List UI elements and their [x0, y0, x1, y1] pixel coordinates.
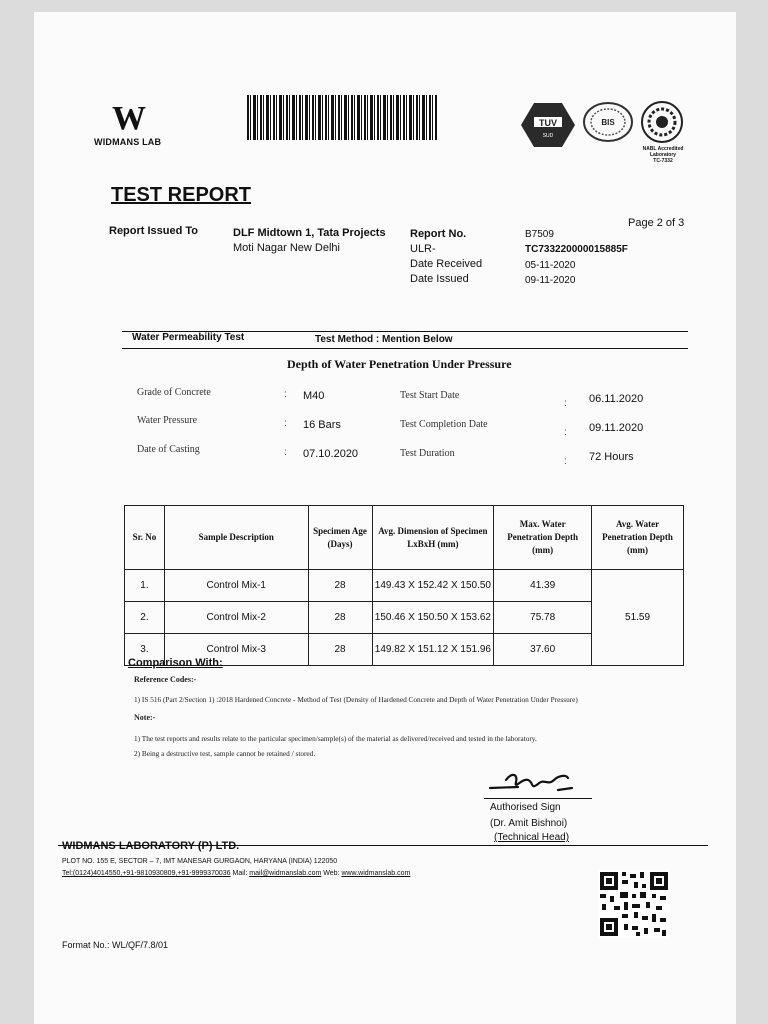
format-number: Format No.: WL/QF/7.8/01 [62, 940, 169, 950]
col-header-age: Specimen Age (Days) [308, 506, 372, 570]
duration-value: 72 Hours [589, 451, 634, 463]
signature-rule [484, 798, 592, 799]
cell-sr: 1. [125, 570, 165, 602]
col-header-max-depth: Max. Water Penetration Depth (mm) [494, 506, 592, 570]
test-name: Water Permeability Test [132, 332, 245, 343]
duration-colon: : [564, 456, 567, 467]
cell-description: Control Mix-1 [164, 570, 308, 602]
footer-company: WIDMANS LABORATORY (P) LTD. [62, 840, 240, 852]
cell-sr: 3. [125, 634, 165, 666]
tuv-sub-label: SUD [542, 133, 554, 139]
test-subtitle: Depth of Water Penetration Under Pressure [287, 357, 512, 371]
col-header-dimension: Avg. Dimension of Specimen LxBxH (mm) [372, 506, 494, 570]
signatory-role: Authorised Sign [490, 802, 561, 813]
table-row [125, 570, 684, 602]
handwritten-signature [488, 768, 588, 798]
report-title: TEST REPORT [111, 184, 252, 206]
cell-dimension: 149.43 X 152.42 X 150.50 [372, 570, 494, 602]
cell-dimension: 150.46 X 150.50 X 153.62 [372, 602, 494, 634]
cell-max-depth: 37.60 [494, 634, 592, 666]
bis-label: BIS [601, 118, 615, 127]
issued-to-line-1: DLF Midtown 1, Tata Projects [233, 227, 386, 239]
start-value: 06.11.2020 [589, 393, 644, 405]
reference-code-1: 1) IS 516 (Part 2/Section 1) :2018 Hardened Concrete - Method of Test (Density of Hardened Concrete and Depth of Water Penetration Under Pressure) [134, 695, 578, 704]
nabl-accreditation-text [630, 146, 696, 164]
cell-description: Control Mix-3 [164, 634, 308, 666]
report-no-label: Report No. [410, 228, 467, 240]
col-header-description: Sample Description [164, 506, 308, 570]
note-1: 1) The test reports and results relate to the particular specimen/sample(s) of the material as delivered/received and tested in the laboratory. [134, 734, 537, 743]
completion-label: Test Completion Date [400, 419, 488, 430]
col-header-avg-depth: Avg. Water Penetration Depth (mm) [592, 506, 684, 570]
bis-certification-logo [582, 101, 634, 143]
start-colon: : [564, 398, 567, 409]
nabl-certification-logo [638, 100, 686, 144]
date-received-value: 05-11-2020 [525, 260, 576, 271]
nabl-code: TC-7332 [653, 158, 673, 164]
signatory-title: (Technical Head) [494, 832, 570, 843]
qr-code [598, 870, 670, 938]
pressure-label: Water Pressure [137, 415, 198, 426]
col-header-sr: Sr. No [125, 506, 165, 570]
pressure-colon: : [284, 418, 287, 429]
reference-codes-heading: Reference Codes:- [134, 675, 197, 684]
results-table [124, 505, 684, 666]
issued-to-line-2: Moti Nagar New Delhi [233, 242, 340, 254]
table-header-row [125, 506, 684, 570]
cell-sr: 2. [125, 602, 165, 634]
date-issued-label: Date Issued [410, 273, 469, 285]
cell-dimension: 149.82 X 151.12 X 151.96 [372, 634, 494, 666]
test-header-bottom-rule [122, 348, 688, 349]
nabl-label: NABL Accredited Laboratory [642, 146, 684, 158]
footer-phone: Tel:(0124)4014550,+91-9810930809,+91-9999370036 [62, 870, 231, 877]
cell-max-depth: 75.78 [494, 602, 592, 634]
grade-label: Grade of Concrete [137, 387, 211, 398]
footer-web-label: Web: [323, 870, 340, 877]
report-no-value: B7509 [525, 229, 554, 240]
note-heading: Note:- [134, 713, 156, 722]
duration-label: Test Duration [400, 448, 455, 459]
pressure-value: 16 Bars [303, 419, 341, 431]
widmans-logo-mark: W [112, 100, 142, 137]
completion-value: 09.11.2020 [589, 422, 644, 434]
test-method: Test Method : Mention Below [315, 334, 453, 345]
casting-label: Date of Casting [137, 444, 200, 455]
casting-colon: : [284, 447, 287, 458]
cell-avg-depth: 51.59 [592, 570, 684, 666]
ulr-value: TC733220000015885F [525, 244, 628, 255]
cell-age: 28 [308, 602, 372, 634]
date-issued-value: 09-11-2020 [525, 275, 576, 286]
start-label: Test Start Date [400, 390, 460, 401]
casting-value: 07.10.2020 [303, 448, 359, 460]
page-number: Page 2 of 3 [628, 217, 685, 229]
date-received-label: Date Received [410, 258, 483, 270]
grade-colon: : [284, 389, 287, 400]
note-2: 2) Being a destructive test, sample cannot be retained / stored. [134, 749, 316, 758]
cell-age: 28 [308, 570, 372, 602]
cell-description: Control Mix-2 [164, 602, 308, 634]
footer-contact [62, 870, 410, 877]
barcode [247, 95, 437, 140]
footer-mail-label: Mail: [232, 870, 248, 877]
widmans-logo-name: WIDMANS LAB [94, 137, 162, 147]
ulr-label: ULR- [410, 243, 436, 255]
cell-max-depth: 41.39 [494, 570, 592, 602]
completion-colon: : [564, 427, 567, 438]
cell-age: 28 [308, 634, 372, 666]
footer-address: PLOT NO. 155 E, SECTOR – 7, IMT MANESAR GURGAON, HARYANA (INDIA) 122050 [62, 858, 338, 865]
tuv-certification-logo [520, 101, 576, 149]
footer-mail-link[interactable]: mail@widmanslab.com [249, 870, 322, 877]
signatory-name: (Dr. Amit Bishnoi) [490, 818, 568, 829]
comparison-heading: Comparison With: [128, 657, 223, 669]
grade-value: M40 [303, 390, 325, 402]
tuv-label: TUV [539, 118, 557, 128]
footer-web-link[interactable]: www.widmanslab.com [341, 870, 411, 877]
issued-to-label: Report Issued To [109, 225, 199, 237]
